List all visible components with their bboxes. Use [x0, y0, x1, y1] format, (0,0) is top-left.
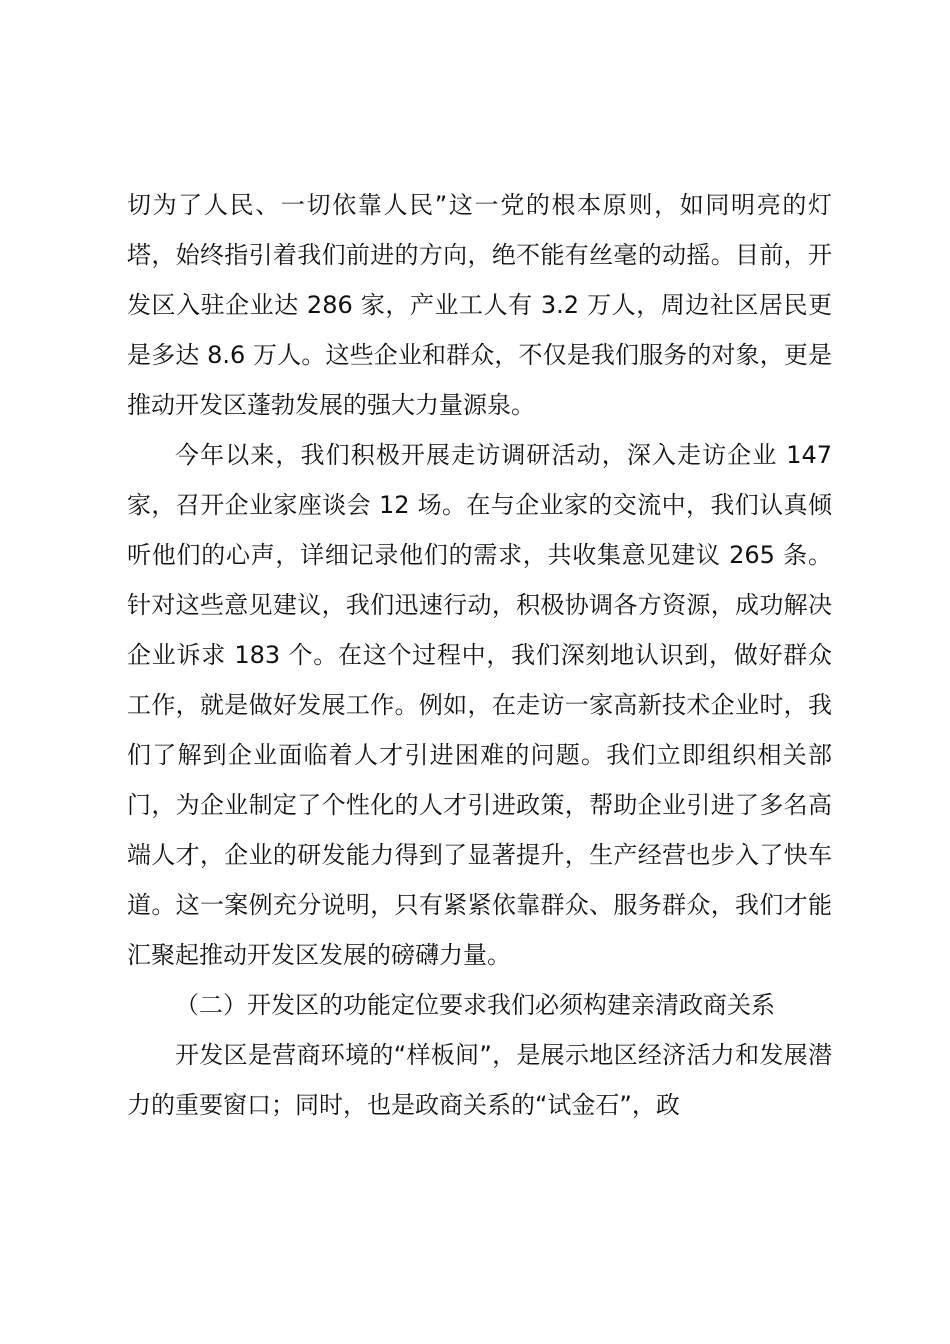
- paragraph-visit-research: 今年以来，我们积极开展走访调研活动，深入走访企业 147 家，召开企业家座谈会 12 场。在与企业家的交流中，我们认真倾听他们的心声，详细记录他们的需求，共收集意见建议 265 条。针对这些意见建议，我们迅速行动，积极协调各方资源，成功解决企业诉求 183 个。在这个过程中，我们深刻地认识到，做好群众工作，就是做好发展工作。例如，在走访一家高新技术企业时，我们了解到企业面临着人才引进困难的问题。我们立即组织相关部门，为企业制定了个性化的人才引进政策，帮助企业引进了多名高端人才，企业的研发能力得到了显著提升，生产经营也步入了快车道。这一案例充分说明，只有紧紧依靠群众、服务群众，我们才能汇聚起推动开发区发展的磅礴力量。: [127, 441, 832, 969]
- document-body: [127, 180, 832, 1130]
- paragraph-business-environment: 开发区是营商环境的“样板间”，是展示地区经济活力和发展潜力的重要窗口；同时，也是政商关系的“试金石”，政: [127, 1041, 832, 1119]
- paragraph-continuation: 切为了人民、一切依靠人民”这一党的根本原则，如同明亮的灯塔，始终指引着我们前进的方向，绝不能有丝毫的动摇。目前，开发区入驻企业达 286 家，产业工人有 3.2 万人，周边社区居民更是多达 8.6 万人。这些企业和群众，不仅是我们服务的对象，更是推动开发区蓬勃发展的强大力量源泉。: [127, 191, 832, 419]
- section-heading: （二）开发区的功能定位要求我们必须构建亲清政商关系: [175, 991, 775, 1019]
